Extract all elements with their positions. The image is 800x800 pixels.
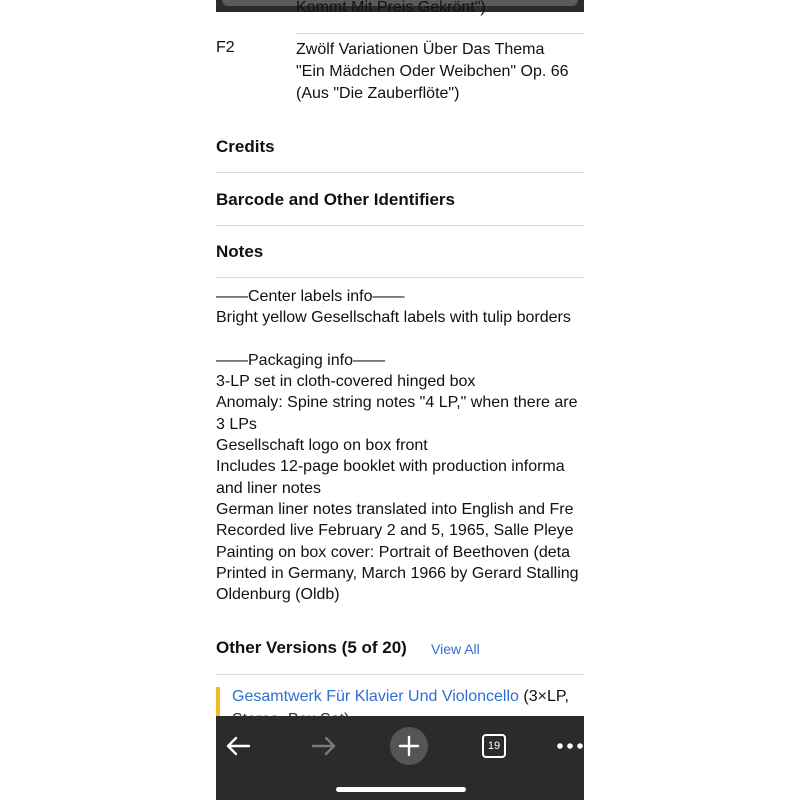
notes-line: ——Packaging info—— bbox=[216, 351, 385, 369]
section-divider bbox=[216, 277, 584, 278]
notes-line: Oldenburg (Oldb) bbox=[216, 586, 340, 604]
barcode-heading[interactable]: Barcode and Other Identifiers bbox=[216, 190, 455, 209]
section-divider bbox=[216, 172, 584, 173]
tab-count-badge: 19 bbox=[482, 734, 506, 758]
previous-track-title-fragment: Kommt Mit Preis Gekrönt") bbox=[296, 0, 486, 16]
plus-icon bbox=[398, 735, 420, 757]
notes-line: ——Center labels info—— bbox=[216, 288, 405, 305]
other-versions-heading: Other Versions (5 of 20) bbox=[216, 638, 407, 657]
notes-line: and liner notes bbox=[216, 479, 321, 497]
new-tab-button[interactable] bbox=[387, 724, 431, 768]
notes-line: 3 LPs bbox=[216, 415, 257, 433]
notes-line: Gesellschaft logo on box front bbox=[216, 437, 428, 455]
notes-line: Bright yellow Gesellschaft labels with tulip borders bbox=[216, 309, 571, 327]
notes-line: 3-LP set in cloth-covered hinged box bbox=[216, 373, 476, 391]
notes-line: Painting on box cover: Portrait of Beethoven (deta bbox=[216, 543, 570, 561]
notes-line: German liner notes translated into English and Fre bbox=[216, 500, 574, 518]
new-tab-circle bbox=[390, 727, 428, 765]
forward-button[interactable] bbox=[302, 724, 346, 768]
arrow-left-icon bbox=[225, 735, 251, 757]
browser-viewport bbox=[216, 0, 584, 800]
credits-heading[interactable]: Credits bbox=[216, 137, 275, 156]
track-divider bbox=[296, 33, 584, 34]
notes-heading[interactable]: Notes bbox=[216, 242, 264, 261]
track-title-line: Zwölf Variationen Über Das Thema bbox=[296, 41, 545, 58]
more-horizontal-icon bbox=[556, 742, 584, 750]
notes-line bbox=[216, 329, 584, 350]
notes-line: Recorded live February 2 and 5, 1965, Salle Pleye bbox=[216, 522, 574, 540]
browser-toolbar bbox=[216, 716, 584, 800]
section-divider bbox=[216, 674, 584, 675]
arrow-right-icon bbox=[311, 735, 337, 757]
track-title-line: (Aus "Die Zauberflöte") bbox=[296, 85, 460, 102]
version-title-line bbox=[232, 688, 569, 706]
section-divider bbox=[216, 225, 584, 226]
home-indicator[interactable] bbox=[336, 787, 466, 792]
version-format: (3×LP, bbox=[518, 688, 569, 705]
notes-line: Anomaly: Spine string notes "4 LP," when there are bbox=[216, 394, 578, 412]
tab-switcher-button[interactable] bbox=[472, 724, 516, 768]
track-title-line: "Ein Mädchen Oder Weibchen" Op. 66 bbox=[296, 63, 569, 80]
back-button[interactable] bbox=[216, 724, 260, 768]
notes-line: Printed in Germany, March 1966 by Gerard Stalling bbox=[216, 564, 579, 582]
track-title bbox=[296, 39, 584, 105]
menu-button[interactable] bbox=[548, 724, 592, 768]
notes-line: Includes 12-page booklet with production informa bbox=[216, 458, 565, 476]
track-position: F2 bbox=[216, 39, 235, 56]
notes-body bbox=[216, 286, 584, 605]
version-title-link[interactable]: Gesamtwerk Für Klavier Und Violoncello bbox=[232, 688, 519, 705]
view-all-link[interactable]: View All bbox=[431, 641, 480, 657]
